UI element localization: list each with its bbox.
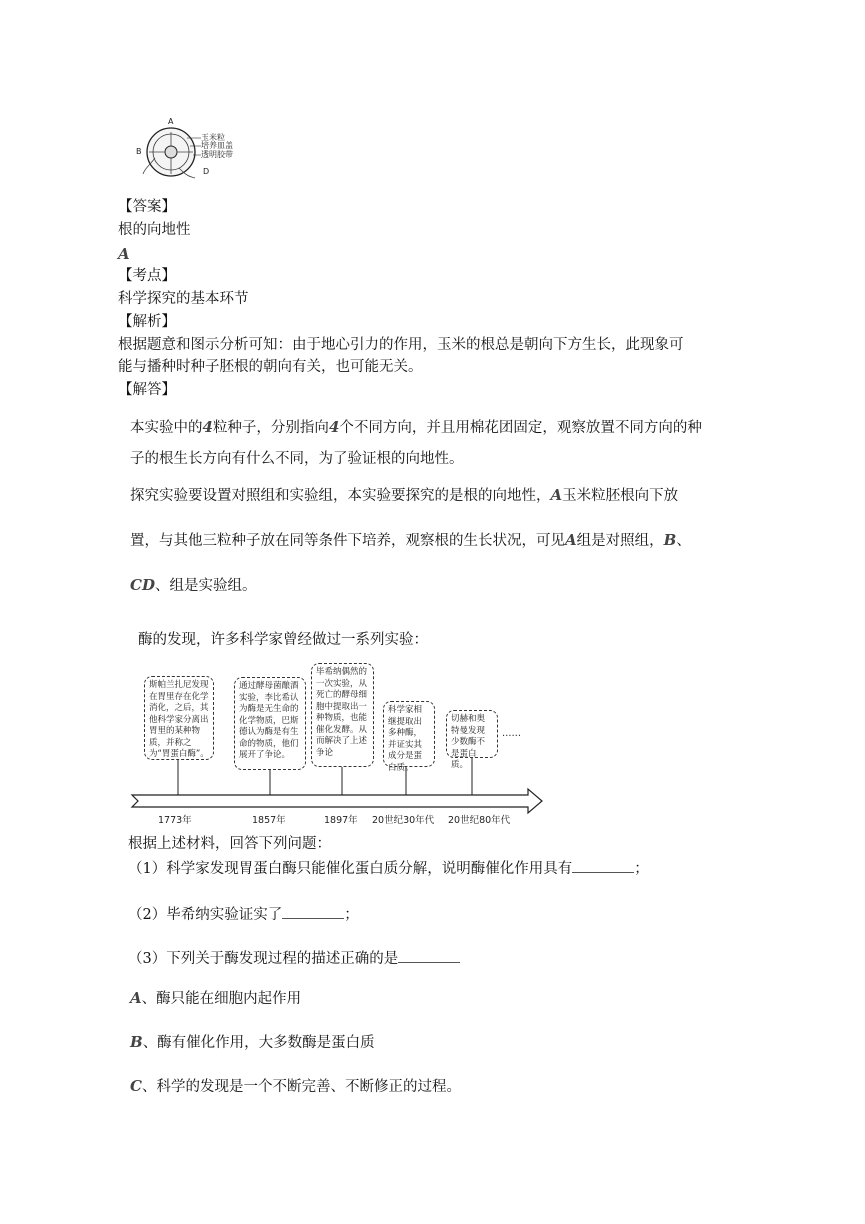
jieda-paragraph-2-line-1: 探究实验要设置对照组和实验组，本实验要探究的是根的向地性，A玉米粒胚根向下放 bbox=[130, 486, 679, 504]
q2-sub-question-3: （3）下列关于酶发现过程的描述正确的是 bbox=[128, 948, 460, 969]
timeline-year-1930s: 20世纪30年代 bbox=[372, 815, 435, 826]
figure-legend-tape: 透明胶带 bbox=[201, 150, 233, 159]
jiexi-line-1: 根据题意和图示分析可知：由于地心引力的作用，玉米的根总是朝向下方生长，此现象可 bbox=[118, 337, 684, 353]
timeline-year-1897: 1897年 bbox=[324, 815, 358, 826]
figure-label-d: D bbox=[203, 167, 210, 176]
figure-legend-dish-lid: 培养皿盖 bbox=[201, 141, 233, 150]
answer-blank-2[interactable] bbox=[282, 904, 344, 919]
variable-a: A bbox=[565, 531, 577, 549]
q2-sub-question-1: （1）科学家发现胃蛋白酶只能催化蛋白质分解，说明酶催化作用具有 ； bbox=[128, 858, 649, 879]
timeline-year-1773: 1773年 bbox=[158, 815, 192, 826]
answer-line-1: 根的向地性 bbox=[118, 222, 191, 238]
timeline-year-1857: 1857年 bbox=[252, 815, 286, 826]
petri-dish-figure bbox=[135, 118, 245, 188]
timeline-box-1773: 斯帕兰扎尼发现在胃里存在化学消化，之后，其他科学家分离出胃里的某种物质，并称之为“胃蛋白酶”。 bbox=[144, 676, 214, 760]
jieda-paragraph-1-line-1: 本实验中的4粒种子，分别指向4个不同方向，并且用棉花团固定，观察放置不同方向的种 bbox=[130, 418, 702, 436]
variable-cd: CD bbox=[130, 576, 155, 594]
timeline-box-1980s: 切赫和奥特曼发现少数酶不是蛋白质。 bbox=[446, 710, 498, 758]
variable-b: B bbox=[663, 531, 677, 549]
q2-intro: 酶的发现，许多科学家曾经做过一系列实验： bbox=[138, 632, 428, 648]
timeline-ellipsis: …… bbox=[502, 728, 521, 739]
option-letter: B bbox=[130, 1033, 143, 1051]
jiexi-line-2: 能与播种时种子胚根的朝向有关，也可能无关。 bbox=[118, 359, 423, 375]
figure-label-b: B bbox=[136, 147, 142, 156]
number-4: 4 bbox=[328, 418, 340, 436]
jieda-paragraph-1-line-2: 子的根生长方向有什么不同，为了验证根的向地性。 bbox=[130, 451, 464, 467]
jieda-paragraph-2-line-3: CD、组是实验组。 bbox=[130, 576, 257, 594]
q2-prompt: 根据上述材料，回答下列问题： bbox=[128, 836, 331, 852]
kaodian-text: 科学探究的基本环节 bbox=[118, 291, 249, 307]
answer-blank-1[interactable] bbox=[572, 858, 634, 873]
answer-header: 【答案】 bbox=[118, 199, 176, 215]
q2-sub-question-2: （2）毕希纳实验证实了 ； bbox=[128, 904, 359, 925]
jieda-header: 【解答】 bbox=[118, 382, 176, 398]
timeline-box-1930s: 科学家相继提取出多种酶，并证实其成分是蛋白质。 bbox=[383, 701, 435, 767]
variable-a: A bbox=[550, 486, 563, 504]
answer-line-2: A bbox=[118, 245, 130, 263]
number-4: 4 bbox=[202, 418, 213, 436]
timeline-box-1857: 通过酵母菌酿酒实验，李比希认为酶是无生命的化学物质，巴斯德认为酶是有生命的物质，他们展开了争论。 bbox=[234, 677, 306, 770]
option-letter: A bbox=[130, 989, 142, 1007]
jiexi-header: 【解析】 bbox=[118, 314, 176, 330]
option-c[interactable]: C、科学的发现是一个不断完善、不断修正的过程。 bbox=[130, 1077, 461, 1095]
enzyme-timeline bbox=[128, 655, 548, 825]
kaodian-header: 【考点】 bbox=[118, 268, 176, 284]
option-a[interactable]: A、酶只能在细胞内起作用 bbox=[130, 989, 302, 1007]
figure-label-a: A bbox=[168, 117, 174, 126]
answer-blank-3[interactable] bbox=[398, 948, 460, 963]
option-letter: C bbox=[130, 1077, 142, 1095]
timeline-box-1897: 毕希纳偶然的一次实验，从死亡的酵母细胞中提取出一种物质，也能催化发酵。从而解决了上述争论 bbox=[311, 663, 374, 767]
timeline-year-1980s: 20世纪80年代 bbox=[448, 815, 511, 826]
jieda-paragraph-2-line-2: 置，与其他三粒种子放在同等条件下培养，观察根的生长状况，可见A组是对照组，B、 bbox=[130, 531, 691, 549]
figure-legend-corn: 玉米粒 bbox=[201, 133, 225, 142]
option-b[interactable]: B、酶有催化作用，大多数酶是蛋白质 bbox=[130, 1033, 375, 1051]
